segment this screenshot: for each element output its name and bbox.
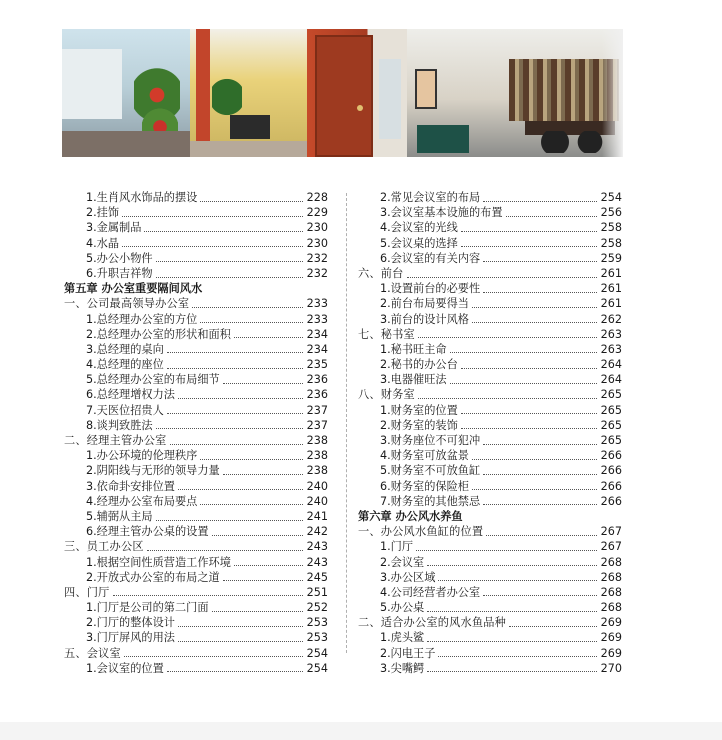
toc-entry	[358, 479, 622, 494]
toc-page-number: 262	[600, 312, 622, 326]
toc-dot-leader	[223, 579, 303, 581]
toc-page-number: 268	[600, 570, 622, 584]
toc-entry-title: 2.前台布局要得当	[380, 297, 469, 311]
toc-entry	[358, 463, 622, 478]
toc-entry-title: 1.会议室的位置	[86, 661, 164, 675]
toc-dot-leader	[167, 412, 303, 414]
toc-entry	[64, 494, 328, 509]
toc-entry-title: 5.会议桌的选择	[380, 236, 458, 250]
toc-entry-title: 4.财务室可放盆景	[380, 449, 469, 463]
toc-entry	[64, 236, 328, 251]
lobby-photo	[62, 29, 190, 157]
toc-entry-title: 8.谈判致胜法	[86, 418, 153, 432]
toc-dot-leader	[472, 306, 597, 308]
toc-dot-leader	[483, 200, 597, 202]
toc-entry-title: 6.经理主管办公桌的设置	[86, 525, 209, 539]
toc-entry	[358, 646, 622, 661]
toc-page-number: 263	[600, 342, 622, 356]
toc-dot-leader	[427, 640, 597, 642]
toc-dot-leader	[407, 276, 597, 278]
toc-right-column	[358, 190, 622, 676]
toc-dot-leader	[234, 336, 303, 338]
toc-entry	[358, 630, 622, 645]
toc-page-number: 252	[306, 601, 328, 615]
photo-fade	[602, 29, 623, 157]
toc-entry	[64, 327, 328, 342]
toc-page-number: 261	[600, 282, 622, 296]
toc-section-entry	[64, 296, 328, 311]
toc-entry-title: 4.总经理的座位	[86, 358, 164, 372]
toc-dot-leader	[170, 443, 304, 445]
toc-entry-title: 二、经理主管办公室	[64, 434, 167, 447]
toc-entry	[358, 539, 622, 554]
toc-entry-title: 1.秘书旺主命	[380, 342, 447, 356]
toc-dot-leader	[200, 503, 303, 505]
toc-page-number: 269	[600, 646, 622, 660]
office-photo	[407, 29, 623, 157]
toc-page-number: 266	[600, 494, 622, 508]
toc-entry-title: 5.办公小物件	[86, 251, 153, 265]
toc-page-number: 266	[600, 479, 622, 493]
toc-section-entry	[64, 585, 328, 600]
toc-page-number: 258	[600, 236, 622, 250]
toc-dot-leader	[147, 549, 303, 551]
toc-dot-leader	[416, 549, 597, 551]
toc-page-number: 254	[306, 661, 328, 675]
toc-entry	[64, 418, 328, 433]
toc-entry-title: 1.根据空间性质营造工作环境	[86, 555, 231, 569]
toc-entry-title: 4.公司经营者办公室	[380, 585, 481, 599]
toc-entry-title: 2.闪电王子	[380, 646, 436, 660]
toc-entry-title: 3.电器催旺法	[380, 373, 447, 387]
toc-entry-title: 一、办公风水鱼缸的位置	[358, 525, 484, 539]
toc-page-number: 233	[306, 297, 328, 311]
toc-dot-leader	[450, 382, 597, 384]
toc-dot-leader	[234, 564, 303, 566]
toc-entry-title: 2.财务室的装饰	[380, 418, 458, 432]
toc-page-number: 253	[306, 631, 328, 645]
toc-page-number: 230	[306, 236, 328, 250]
toc-dot-leader	[461, 230, 597, 232]
toc-dot-leader	[486, 534, 597, 536]
toc-entry-title: 八、财务室	[358, 388, 415, 402]
toc-entry-title: 3.前台的设计风格	[380, 312, 469, 326]
toc-entry-title: 3.门厅屏风的用法	[86, 631, 175, 645]
toc-dot-leader	[178, 488, 303, 490]
toc-page-number: 242	[306, 525, 328, 539]
toc-entry	[64, 524, 328, 539]
toc-entry-title: 三、员工办公区	[64, 540, 144, 554]
toc-page-number: 267	[600, 540, 622, 554]
toc-entry	[358, 281, 622, 296]
toc-entry	[64, 205, 328, 220]
toc-entry-title: 六、前台	[358, 266, 404, 280]
toc-entry	[358, 403, 622, 418]
toc-entry	[64, 372, 328, 387]
toc-dot-leader	[427, 670, 597, 672]
toc-dot-leader	[472, 321, 597, 323]
toc-chapter-heading	[358, 509, 622, 524]
header-photo-strip	[62, 29, 623, 157]
toc-dot-leader	[461, 427, 597, 429]
toc-entry	[64, 615, 328, 630]
toc-entry-title: 1.办公环境的伦理秩序	[86, 449, 198, 463]
toc-page-number: 269	[600, 616, 622, 630]
toc-page-number: 243	[306, 555, 328, 569]
toc-entry	[358, 251, 622, 266]
toc-page-number: 233	[306, 312, 328, 326]
toc-dot-leader	[483, 594, 597, 596]
toc-entry-title: 五、会议室	[64, 646, 121, 660]
toc-entry-title: 第六章 办公风水养鱼	[358, 509, 463, 523]
toc-dot-leader	[122, 215, 303, 217]
toc-page-number: 237	[306, 403, 328, 417]
toc-page-number: 245	[306, 570, 328, 584]
toc-page-number: 251	[306, 585, 328, 599]
toc-entry-title: 3.财务座位不可犯冲	[380, 434, 481, 447]
toc-entry-title: 1.设置前台的必要性	[380, 282, 481, 296]
toc-page-number: 265	[600, 418, 622, 432]
toc-dot-leader	[200, 458, 303, 460]
toc-entry-title: 4.会议室的光线	[380, 221, 458, 235]
toc-dot-leader	[178, 625, 303, 627]
toc-dot-leader	[212, 610, 303, 612]
toc-page-number: 267	[600, 525, 622, 539]
toc-entry	[358, 661, 622, 676]
toc-page-number: 265	[600, 434, 622, 447]
toc-entry-title: 一、公司最高领导办公室	[64, 297, 190, 311]
toc-page-number: 228	[306, 191, 328, 204]
toc-dot-leader	[178, 640, 303, 642]
toc-page-number: 240	[306, 479, 328, 493]
toc-entry	[358, 296, 622, 311]
toc-entry-title: 第五章 办公室重要隔间风水	[64, 282, 203, 296]
toc-entry-title: 四、门厅	[64, 585, 110, 599]
toc-entry	[64, 190, 328, 205]
toc-entry-title: 2.会议室	[380, 555, 425, 569]
toc-page-number: 261	[600, 297, 622, 311]
door-photo	[307, 29, 407, 157]
toc-page-number: 232	[306, 251, 328, 265]
toc-entry	[64, 266, 328, 281]
toc-page-number: 235	[306, 358, 328, 372]
toc-entry	[64, 600, 328, 615]
toc-dot-leader	[483, 443, 597, 445]
toc-entry-title: 3.总经理的桌向	[86, 342, 164, 356]
toc-entry-title: 2.总经理办公室的形状和面积	[86, 327, 231, 341]
toc-page-number: 268	[600, 555, 622, 569]
toc-entry	[358, 418, 622, 433]
toc-page-number: 266	[600, 449, 622, 463]
toc-page-number: 270	[600, 661, 622, 675]
toc-page-number: 240	[306, 494, 328, 508]
toc-entry	[64, 251, 328, 266]
toc-entry-title: 5.辅弼从主局	[86, 509, 153, 523]
toc-dot-leader	[483, 473, 597, 475]
toc-entry-title: 1.虎头鲨	[380, 631, 425, 645]
toc-entry	[64, 661, 328, 676]
toc-entry	[358, 236, 622, 251]
toc-dot-leader	[223, 473, 303, 475]
toc-page-number: 238	[306, 434, 328, 447]
toc-page-number: 254	[306, 646, 328, 660]
toc-section-entry	[358, 266, 622, 281]
toc-entry-title: 3.会议室基本设施的布置	[380, 206, 503, 220]
toc-entry-title: 4.水晶	[86, 236, 120, 250]
toc-entry-title: 7.财务室的其他禁忌	[380, 494, 481, 508]
toc-dot-leader	[113, 594, 303, 596]
toc-entry-title: 6.总经理增权力法	[86, 388, 175, 402]
toc-page-number: 230	[306, 221, 328, 235]
toc-entry-title: 7.天医位招贵人	[86, 403, 164, 417]
toc-entry-title: 1.门厅是公司的第二门面	[86, 601, 209, 615]
toc-section-entry	[358, 387, 622, 402]
toc-entry-title: 1.总经理办公室的方位	[86, 312, 198, 326]
toc-entry-title: 5.办公桌	[380, 601, 425, 615]
toc-entry	[64, 630, 328, 645]
toc-dot-leader	[144, 230, 303, 232]
toc-entry-title: 2.阴阳线与无形的领导力量	[86, 464, 220, 478]
toc-section-entry	[64, 646, 328, 661]
toc-dot-leader	[472, 458, 597, 460]
toc-dot-leader	[427, 610, 597, 612]
toc-entry	[64, 555, 328, 570]
toc-section-entry	[358, 524, 622, 539]
toc-entry-title: 3.金属制品	[86, 221, 142, 235]
toc-page-number: 254	[600, 191, 622, 204]
column-divider	[346, 193, 347, 653]
toc-entry-title: 2.挂饰	[86, 206, 120, 220]
toc-entry	[358, 357, 622, 372]
toc-entry	[358, 570, 622, 585]
toc-entry	[358, 555, 622, 570]
toc-dot-leader	[483, 503, 597, 505]
toc-entry	[64, 479, 328, 494]
toc-dot-leader	[461, 245, 597, 247]
toc-entry-title: 2.开放式办公室的布局之道	[86, 570, 220, 584]
toc-entry-title: 1.生肖风水饰品的摆设	[86, 191, 198, 204]
toc-entry	[358, 312, 622, 327]
toc-entry	[358, 433, 622, 448]
toc-page-number: 229	[306, 206, 328, 220]
toc-dot-leader	[167, 351, 303, 353]
toc-entry-title: 3.尖嘴鳄	[380, 661, 425, 675]
toc-entry	[358, 600, 622, 615]
toc-page-number: 263	[600, 327, 622, 341]
toc-dot-leader	[200, 321, 303, 323]
toc-entry-title: 6.财务室的保险柜	[380, 479, 469, 493]
toc-page-number: 236	[306, 388, 328, 402]
toc-entry	[358, 372, 622, 387]
toc-dot-leader	[509, 625, 597, 627]
toc-entry	[358, 190, 622, 205]
toc-dot-leader	[450, 351, 597, 353]
toc-dot-leader	[122, 245, 303, 247]
toc-entry	[64, 509, 328, 524]
toc-entry-title: 6.升职吉祥物	[86, 266, 153, 280]
toc-page-number: 236	[306, 373, 328, 387]
toc-entry	[64, 570, 328, 585]
toc-dot-leader	[438, 655, 597, 657]
toc-dot-leader	[156, 427, 303, 429]
toc-entry	[64, 220, 328, 235]
reception-photo	[190, 29, 307, 157]
toc-dot-leader	[167, 367, 303, 369]
toc-dot-leader	[124, 655, 303, 657]
toc-dot-leader	[192, 306, 303, 308]
toc-entry-title: 4.经理办公室布局要点	[86, 494, 198, 508]
toc-left-column	[64, 190, 328, 676]
toc-dot-leader	[178, 397, 303, 399]
toc-entry	[358, 220, 622, 235]
toc-page-number: 269	[600, 631, 622, 645]
toc-page-number: 268	[600, 585, 622, 599]
toc-entry-title: 二、适合办公室的风水鱼品种	[358, 616, 507, 630]
toc-entry-title: 3.办公区域	[380, 570, 436, 584]
toc-page-number: 241	[306, 509, 328, 523]
toc-dot-leader	[212, 534, 303, 536]
toc-entry-title: 5.总经理办公室的布局细节	[86, 373, 220, 387]
toc-dot-leader	[200, 200, 303, 202]
toc-entry-title: 七、秘书室	[358, 327, 415, 341]
toc-dot-leader	[156, 276, 303, 278]
toc-dot-leader	[461, 412, 597, 414]
toc-entry	[64, 403, 328, 418]
toc-section-entry	[64, 433, 328, 448]
toc-dot-leader	[472, 488, 597, 490]
toc-entry-title: 2.常见会议室的布局	[380, 191, 481, 204]
toc-entry-title: 6.会议室的有关内容	[380, 251, 481, 265]
toc-page-number: 238	[306, 464, 328, 478]
toc-page-number: 264	[600, 373, 622, 387]
toc-dot-leader	[438, 579, 597, 581]
toc-entry-title: 1.门厅	[380, 540, 414, 554]
toc-page-number: 268	[600, 601, 622, 615]
toc-entry	[358, 494, 622, 509]
toc-section-entry	[358, 327, 622, 342]
toc-page-number: 234	[306, 342, 328, 356]
toc-dot-leader	[427, 564, 597, 566]
toc-chapter-heading	[64, 281, 328, 296]
toc-entry-title: 5.财务室不可放鱼缸	[380, 464, 481, 478]
toc-entry	[64, 387, 328, 402]
toc-entry	[64, 342, 328, 357]
toc-page-number: 234	[306, 327, 328, 341]
toc-dot-leader	[506, 215, 597, 217]
toc-page-number: 256	[600, 206, 622, 220]
toc-page-number: 264	[600, 358, 622, 372]
toc-dot-leader	[418, 336, 597, 338]
toc-page-number: 238	[306, 449, 328, 463]
toc-page-number: 258	[600, 221, 622, 235]
toc-entry	[64, 463, 328, 478]
toc-entry	[358, 448, 622, 463]
toc-entry	[358, 585, 622, 600]
toc-page-number: 266	[600, 464, 622, 478]
toc-entry	[64, 312, 328, 327]
toc-section-entry	[358, 615, 622, 630]
toc-dot-leader	[461, 367, 597, 369]
toc-entry-title: 3.依命卦安排位置	[86, 479, 175, 493]
toc-entry-title: 2.门厅的整体设计	[86, 616, 175, 630]
toc-page-number: 243	[306, 540, 328, 554]
toc-dot-leader	[156, 519, 303, 521]
toc-entry-title: 2.秘书的办公台	[380, 358, 458, 372]
toc-dot-leader	[223, 382, 303, 384]
toc-entry	[358, 342, 622, 357]
toc-entry	[64, 357, 328, 372]
toc-entry-title: 1.财务室的位置	[380, 403, 458, 417]
toc-page-number: 261	[600, 266, 622, 280]
toc-dot-leader	[156, 260, 303, 262]
toc-page-number: 237	[306, 418, 328, 432]
toc-dot-leader	[167, 670, 303, 672]
toc-entry	[358, 205, 622, 220]
toc-section-entry	[64, 539, 328, 554]
toc-page-number: 265	[600, 388, 622, 402]
toc-page-number: 253	[306, 616, 328, 630]
toc-page-number: 259	[600, 251, 622, 265]
toc-dot-leader	[418, 397, 597, 399]
toc-entry	[64, 448, 328, 463]
toc-dot-leader	[483, 260, 597, 262]
toc-page-number: 265	[600, 403, 622, 417]
toc-page-number: 232	[306, 266, 328, 280]
toc-dot-leader	[483, 291, 597, 293]
